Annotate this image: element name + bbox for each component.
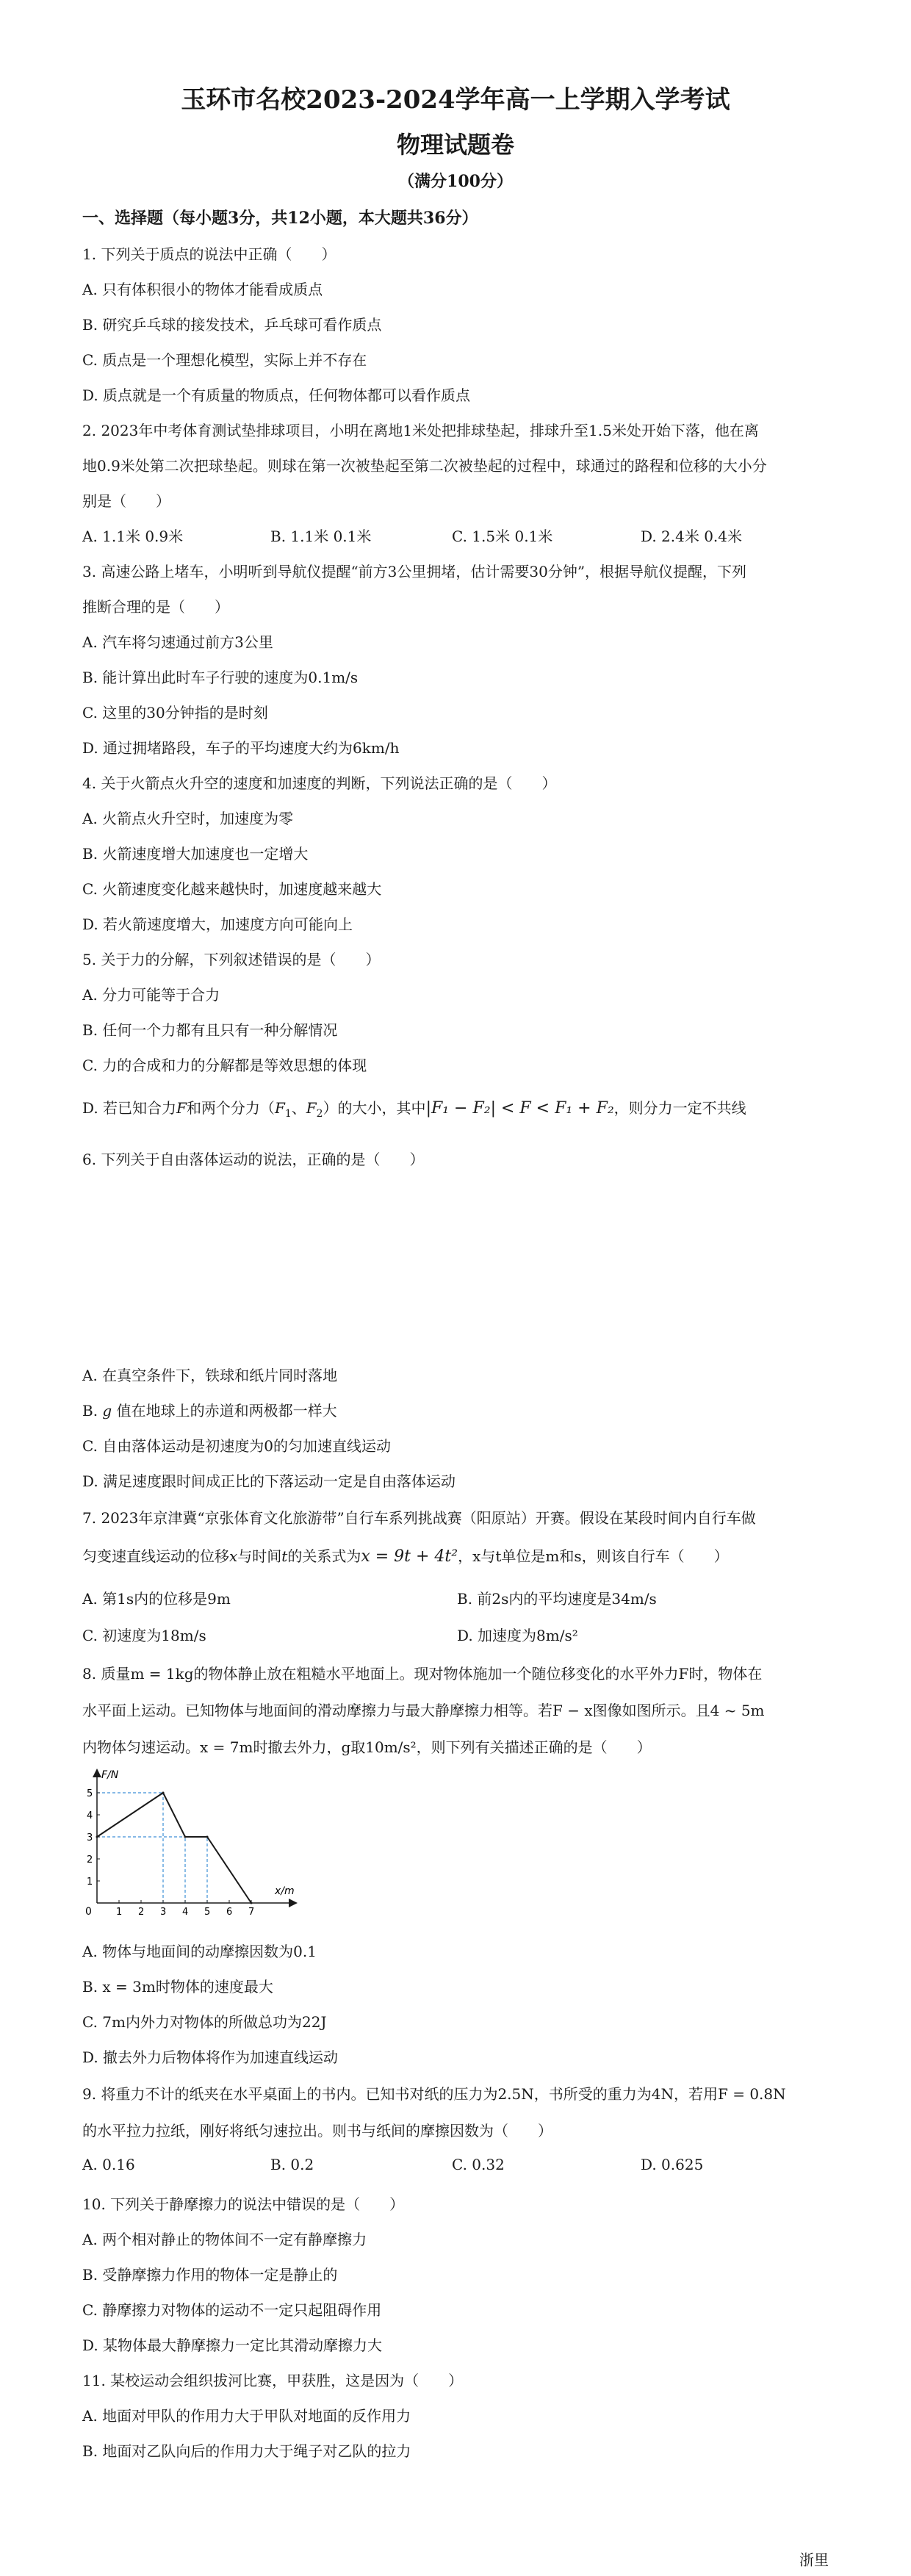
- exam-subtitle: 物理试题卷: [396, 131, 514, 159]
- q3-option-d: D. 通过拥堵路段，车子的平均速度大约为6km/h: [82, 739, 400, 757]
- q5-d-prefix: D. 若已知合力: [82, 1099, 177, 1117]
- q5-d-f1: F: [274, 1099, 285, 1117]
- chart-y-tick-label-4: 4: [87, 1810, 93, 1821]
- q6-b-g: g: [102, 1402, 112, 1420]
- q5-option-b: B. 任何一个力都有且只有一种分解情况: [82, 1021, 338, 1039]
- q5-d-middle: 和两个分力（: [186, 1099, 275, 1117]
- chart-point-1: [162, 1792, 165, 1794]
- q6-option-b: [82, 1399, 337, 1420]
- chart-point-4: [251, 1902, 253, 1904]
- chart-y-tick-label-2: 2: [87, 1854, 93, 1866]
- q9-option-b: B. 0.2: [270, 2156, 314, 2173]
- q2-line-1: 2. 2023年中考体育测试垫排球项目，小明在离地1米处把排球垫起，排球升至1.5米处开始下落，他在离: [82, 422, 759, 439]
- q7-option-b: B. 前2s内的平均速度是34m/s: [457, 1590, 657, 1608]
- q7-option-a: A. 第1s内的位移是9m: [82, 1590, 231, 1608]
- chart-x-tick-label-1: 1: [116, 1907, 123, 1918]
- q10-option-c: C. 静摩擦力对物体的运动不一定只起阻碍作用: [82, 2301, 382, 2319]
- q3-option-b: B. 能计算出此时车子行驶的速度为0.1m/s: [82, 669, 359, 686]
- q4-stem: 4. 关于火箭点火升空的速度和加速度的判断，下列说法正确的是（ ）: [82, 774, 557, 792]
- q10-option-a: A. 两个相对静止的物体间不一定有静摩擦力: [82, 2231, 367, 2248]
- q1-option-d: D. 质点就是一个有质量的物质点，任何物体都可以看作质点: [82, 386, 471, 404]
- q5-option-c: C. 力的合成和力的分解都是等效思想的体现: [82, 1057, 367, 1074]
- q7-line-2: [82, 1544, 729, 1566]
- q5-d-sub1: 1: [284, 1108, 292, 1120]
- q7-l2-post: ，x与t单位是m和s，则该自行车（ ）: [458, 1547, 729, 1565]
- q3-option-c: C. 这里的30分钟指的是时刻: [82, 704, 268, 722]
- q4-option-c: C. 火箭速度变化越来越快时，加速度越来越大: [82, 880, 382, 898]
- chart-point-0: [96, 1836, 98, 1838]
- score-note: （满分100分）: [398, 172, 513, 191]
- q9-line-1: 9. 将重力不计的纸夹在水平桌面上的书内。已知书对纸的压力为2.5N，书所受的重力为4N，若用F = 0.8N: [82, 2085, 786, 2103]
- q5-d-sep: 、: [291, 1099, 306, 1117]
- q6-b-prefix: B.: [82, 1402, 103, 1420]
- q2-line-3: 别是（ ）: [82, 492, 170, 510]
- q7-l2-mid2: 的关系式为: [287, 1547, 361, 1565]
- chart-y-tick-label-5: 5: [87, 1788, 93, 1799]
- q3-option-a: A. 汽车将匀速通过前方3公里: [82, 633, 273, 651]
- q3-line-2: 推断合理的是（ ）: [82, 598, 229, 616]
- q6-option-a: A. 在真空条件下，铁球和纸片同时落地: [82, 1367, 338, 1384]
- q7-option-d: D. 加速度为8m/s²: [457, 1627, 578, 1644]
- chart-x-tick-label-2: 2: [138, 1907, 145, 1918]
- q8-option-c: C. 7m内外力对物体的所做总功为22J: [82, 2013, 327, 2031]
- q7-l2-t: t: [281, 1547, 288, 1565]
- q11-option-a: A. 地面对甲队的作用力大于甲队对地面的反作用力: [82, 2407, 411, 2425]
- q7-l2-equation: x = 9t + 4t²: [361, 1547, 458, 1566]
- q7-l2-prefix: 匀变速直线运动的位移: [82, 1547, 229, 1565]
- q11-option-b: B. 地面对乙队向后的作用力大于绳子对乙队的拉力: [82, 2442, 411, 2460]
- q2-option-b: B. 1.1米 0.1米: [270, 528, 372, 545]
- footer-text: 浙里: [799, 2551, 829, 2569]
- q9-option-d: D. 0.625: [641, 2156, 704, 2173]
- chart-x-tick-label-7: 7: [248, 1907, 255, 1918]
- chart-y-tick-label-3: 3: [87, 1832, 93, 1843]
- q8-line-3: 内物体匀速运动。x = 7m时撤去外力，g取10m/s²，则下列有关描述正确的是（ ）: [82, 1738, 652, 1756]
- q9-option-a: A. 0.16: [82, 2156, 135, 2173]
- q1-stem: 1. 下列关于质点的说法中正确（ ）: [82, 245, 336, 263]
- chart-x-tick-label-4: 4: [182, 1907, 189, 1918]
- q5-d-force: F: [176, 1099, 187, 1117]
- q4-option-b: B. 火箭速度增大加速度也一定增大: [82, 845, 309, 863]
- q2-option-c: C. 1.5米 0.1米: [452, 528, 553, 545]
- q7-option-c: C. 初速度为18m/s: [82, 1627, 206, 1644]
- q5-option-d: [82, 1096, 746, 1120]
- q2-option-a: A. 1.1米 0.9米: [82, 528, 184, 545]
- chart-x-tick-label-3: 3: [160, 1907, 167, 1918]
- q6-stem: 6. 下列关于自由落体运动的说法，正确的是（ ）: [82, 1151, 425, 1168]
- chart-point-2: [184, 1836, 187, 1838]
- chart-series-line-F: [97, 1793, 251, 1903]
- q5-stem: 5. 关于力的分解，下列叙述错误的是（ ）: [82, 951, 381, 968]
- chart-x-label: x/m: [275, 1885, 295, 1897]
- chart-x-tick-label-5: 5: [204, 1907, 211, 1918]
- q7-line-1: 7. 2023年京津冀“京张体育文化旅游带”自行车系列挑战赛（阳原站）开赛。假设在某段时间内自行车做: [82, 1509, 756, 1527]
- q5-option-a: A. 分力可能等于合力: [82, 986, 220, 1004]
- q5-d-sub2: 2: [316, 1108, 323, 1120]
- q10-stem: 10. 下列关于静摩擦力的说法中错误的是（ ）: [82, 2195, 405, 2213]
- q1-option-a: A. 只有体积很小的物体才能看成质点: [82, 281, 323, 298]
- force-displacement-chart: [82, 1763, 303, 1925]
- q8-option-b: B. x = 3m时物体的速度最大: [82, 1978, 273, 1996]
- q5-d-f2: F: [306, 1099, 317, 1117]
- q9-line-2: 的水平拉力拉纸，刚好将纸匀速拉出。则书与纸间的摩擦因数为（ ）: [82, 2122, 552, 2140]
- chart-y-label: F/N: [101, 1769, 119, 1781]
- q6-option-c: C. 自由落体运动是初速度为0的匀加速直线运动: [82, 1437, 392, 1455]
- q5-d-inequality: |F₁ − F₂| < F < F₁ + F₂: [425, 1099, 614, 1118]
- q6-option-d: D. 满足速度跟时间成正比的下落运动一定是自由落体运动: [82, 1472, 456, 1490]
- q11-stem: 11. 某校运动会组织拔河比赛，甲获胜，这是因为（ ）: [82, 2372, 464, 2389]
- q8-line-2: 水平面上运动。已知物体与地面间的滑动摩擦力与最大静摩擦力相等。若F − x图像如图所示。且4 ~ 5m: [82, 1702, 765, 1719]
- q1-option-c: C. 质点是一个理想化模型，实际上并不存在: [82, 351, 367, 369]
- q4-option-a: A. 火箭点火升空时，加速度为零: [82, 810, 294, 827]
- chart-point-3: [206, 1836, 209, 1838]
- chart-y-tick-label-1: 1: [87, 1877, 93, 1888]
- q8-option-a: A. 物体与地面间的动摩擦因数为0.1: [82, 1943, 317, 1960]
- q8-option-d: D. 撤去外力后物体将作为加速直线运动: [82, 2048, 339, 2066]
- q6-b-post: 值在地球上的赤道和两极都一样大: [112, 1402, 337, 1420]
- chart-x-tick-label-6: 6: [226, 1907, 233, 1918]
- q10-option-d: D. 某物体最大静摩擦力一定比其滑动摩擦力大: [82, 2336, 383, 2354]
- q4-option-d: D. 若火箭速度增大，加速度方向可能向上: [82, 915, 353, 933]
- q7-l2-x: x: [229, 1547, 238, 1565]
- q2-option-d: D. 2.4米 0.4米: [641, 528, 743, 545]
- chart-origin-label: 0: [85, 1906, 92, 1918]
- q1-option-b: B. 研究乒乓球的接发技术，乒乓球可看作质点: [82, 316, 382, 334]
- q9-option-c: C. 0.32: [452, 2156, 505, 2173]
- q7-l2-mid: 与时间: [237, 1547, 282, 1565]
- q3-line-1: 3. 高速公路上堵车，小明听到导航仪提醒“前方3公里拥堵，估计需要30分钟”，根据导航仪提醒，下列: [82, 563, 747, 580]
- section-heading: 一、选择题（每小题3分，共12小题，本大题共36分）: [82, 209, 478, 228]
- q8-line-1: 8. 质量m = 1kg的物体静止放在粗糙水平地面上。现对物体施加一个随位移变化的水平外力F时，物体在: [82, 1665, 763, 1683]
- q10-option-b: B. 受静摩擦力作用的物体一定是静止的: [82, 2266, 338, 2284]
- q5-d-end: ，则分力一定不共线: [613, 1099, 746, 1117]
- exam-title: 玉环市名校2023-2024学年高一上学期入学考试: [181, 85, 730, 115]
- q2-line-2: 地0.9米处第二次把球垫起。则球在第一次被垫起至第二次被垫起的过程中，球通过的路程和位移的大小分: [82, 457, 767, 475]
- q5-d-post: ）的大小，其中: [323, 1099, 426, 1117]
